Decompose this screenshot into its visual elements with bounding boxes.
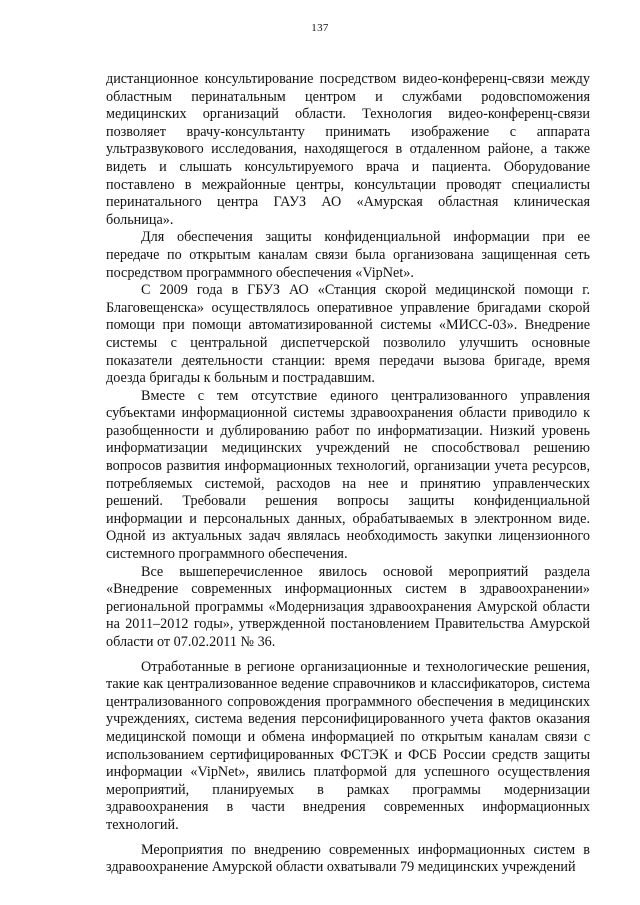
paragraph-vipnet-protection: Для обеспечения защиты конфиденциальной информации при ее передаче по открытым каналам связи была организована защищенная сеть посредством программного обеспечения «VipNet». [106,229,590,281]
paragraph-centralized-management: Вместе с тем отсутствие единого централизованного управления субъектами информационной системы здравоохранения области приводило к разобщенности и дублированию работ по информатизации. Низкий уровень информатизации медицинских учреждений не способствовал решению вопросов развития информационных технологий, организации учета ресурсов, потребляемых системой, расходов на нее и принятию управленческих решений. Требовали решения вопросы защиты конфиденциальной информации и персональных данных, обрабатываемых в электронном виде. Одной из актуальных задач являлась необходимость закупки лицензионного системного программного обеспечения. [106,387,590,563]
document-body [106,71,590,877]
paragraph-modernization-program: Все вышеперечисленное явилось основой мероприятий раздела «Внедрение современных информационных систем в здравоохранении» региональной программы «Модернизация здравоохранения Амурской области на 2011–2012 годы», утвержденной постановлением Правительства Амурской области от 07.02.2011 № 36. [106,563,590,650]
paragraph-technological-solutions: Отработанные в регионе организационные и технологические решения, такие как централизованное ведение справочников и классификаторов, система централизованного сопровождения программного обеспечения в медицинских учреждениях, система ведения персонифицированного учета фактов оказания медицинской помощи и обмена информацией по открытым каналам связи с использованием сертифицированных ФСТЭК и ФСБ России средств защиты информации «VipNet», явились платформой для успешного осуществления мероприятий, планируемых в рамках программы модернизации здравоохранения в части внедрения современных информационных технологий. [106,658,590,833]
page-number: 137 [311,22,329,34]
paragraph-video-conference: дистанционное консультирование посредством видео-конференц-связи между областным перинатальным центром и службами родовспоможения медицинских организаций области. Технология видео-конференц-связи позволяет врачу-консультанту принимать изображение с аппарата ультразвукового исследования, находящегося в отдаленном районе, а также видеть и слышать консультируемого врача и пациента. Оборудование поставлено в межрайонные центры, консультации проводят специалисты перинатального центра ГАУЗ АО «Амурская областная клиническая больница». [106,71,590,228]
paragraph-implementation-measures: Мероприятия по внедрению современных информационных систем в здравоохранение Амурской области охватывали 79 медицинских учреждений [106,841,590,876]
paragraph-ambulance-station: С 2009 года в ГБУЗ АО «Станция скорой медицинской помощи г. Благовещенска» осуществлялось оперативное управление бригадами скорой помощи при помощи автоматизированной системы «МИСС-03». Внедрение системы с центральной диспетчерской позволило улучшить основные показатели деятельности станции: время передачи вызова бригаде, время доезда бригады к больным и пострадавшим. [106,282,590,387]
